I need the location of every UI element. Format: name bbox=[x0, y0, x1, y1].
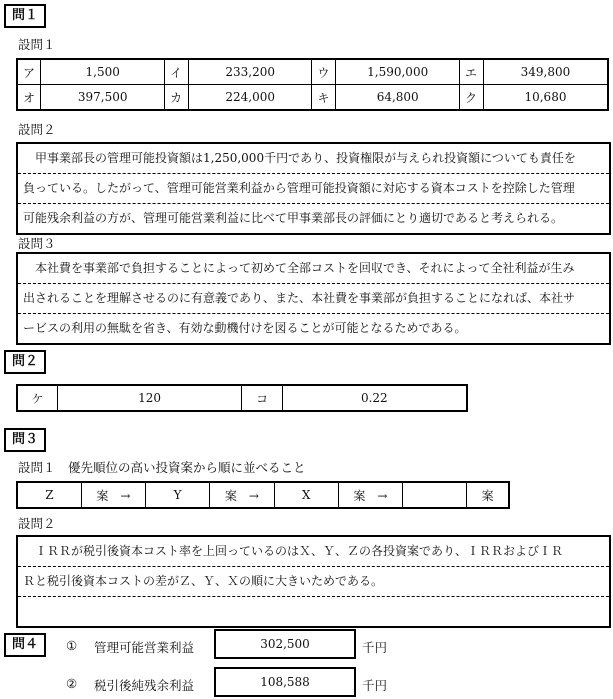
q3-ranking-grid bbox=[16, 481, 510, 509]
q1-sub1-label: 設問１ bbox=[18, 37, 56, 52]
q2-answer-grid bbox=[16, 384, 468, 412]
blank-key: ア bbox=[17, 59, 41, 85]
rank-1-plan: Z bbox=[17, 482, 81, 508]
blank-key: ケ bbox=[17, 385, 57, 411]
answer-line: ＩＲＲが税引後資本コスト率を上回っているのはＸ、Ｙ、Ｚの各投資案であり、ＩＲＲおよびＩＲ bbox=[18, 537, 609, 567]
blank-value: 233,200 bbox=[188, 59, 312, 85]
question-1-title: 問１ bbox=[4, 4, 46, 28]
q1-sub2-answer-box bbox=[16, 142, 611, 235]
q1-answer-grid bbox=[16, 58, 609, 111]
blank-value: 349,800 bbox=[483, 59, 608, 85]
blank-value: 224,000 bbox=[188, 85, 312, 111]
grid-row bbox=[17, 385, 467, 411]
q3-sub1-label: 設問１ 優先順位の高い投資案から順に並べること bbox=[18, 460, 306, 475]
blank-value: 1,590,000 bbox=[336, 59, 460, 85]
q3-sub2-label: 設問２ bbox=[18, 516, 56, 531]
answer-line: 甲事業部長の管理可能投資額は1,250,000千円であり、投資権限が与えられ投資額についても責任を bbox=[18, 144, 609, 174]
answer-line: 出されることを理解させるのに有意義であり、また、本社費を事業部が負担することになれば、本社サ bbox=[18, 284, 609, 314]
plan-arrow: 案 → bbox=[210, 482, 274, 508]
blank-value: 64,800 bbox=[336, 85, 460, 111]
rank-2-plan: Y bbox=[146, 482, 210, 508]
question-3-title: 問３ bbox=[4, 428, 46, 452]
answer-line bbox=[18, 597, 609, 626]
q4-item-2-label: 税引後純残余利益 bbox=[94, 678, 195, 693]
q4-item-1-unit: 千円 bbox=[362, 640, 388, 655]
blank-key: ウ bbox=[312, 59, 336, 85]
q4-item-2-number: ② bbox=[66, 676, 78, 691]
answer-line: 可能残余利益の方が、管理可能営業利益に比べて甲事業部長の評価にとり適切であると考えられる。 bbox=[23, 211, 564, 225]
plan-arrow: 案 → bbox=[338, 482, 402, 508]
answer-line: Ｒと税引後資本コストの差がＺ、Ｙ、Ｘの順に大きいためである。 bbox=[18, 567, 609, 597]
blank-value: 10,680 bbox=[483, 85, 608, 111]
question-2-title: 問２ bbox=[4, 350, 46, 374]
blank-key: キ bbox=[312, 85, 336, 111]
grid-row bbox=[17, 85, 608, 111]
q4-item-2-unit: 千円 bbox=[362, 678, 388, 693]
blank-key: イ bbox=[164, 59, 188, 85]
q3-sub2-answer-box bbox=[16, 535, 611, 628]
grid-row bbox=[17, 482, 509, 508]
rank-3-plan: X bbox=[274, 482, 338, 508]
blank-key: ク bbox=[459, 85, 483, 111]
answer-line: ービスの利用の無駄を省き、有効な動機付けを図ることが可能となるためである。 bbox=[23, 321, 467, 335]
rank-4-plan bbox=[403, 482, 467, 508]
q4-item-1-value: 302,500 bbox=[214, 629, 356, 659]
blank-value: 120 bbox=[57, 385, 242, 411]
q4-item-2-value: 108,588 bbox=[214, 667, 356, 697]
answer-line: 本社費を事業部で負担することによって初めて全部コストを回収でき、それによって全社利益が生み bbox=[18, 254, 609, 284]
grid-row bbox=[17, 59, 608, 85]
blank-value: 397,500 bbox=[41, 85, 165, 111]
q1-sub3-answer-box bbox=[16, 252, 611, 345]
plan-suffix: 案 bbox=[467, 482, 509, 508]
answer-line: 負っている。したがって、管理可能営業利益から管理可能投資額に対応する資本コストを控除した管理 bbox=[18, 174, 609, 204]
blank-value: 0.22 bbox=[282, 385, 467, 411]
q4-item-1-number: ① bbox=[66, 638, 78, 653]
plan-arrow: 案 → bbox=[81, 482, 145, 508]
blank-value: 1,500 bbox=[41, 59, 165, 85]
q1-sub2-label: 設問２ bbox=[18, 122, 56, 137]
blank-key: オ bbox=[17, 85, 41, 111]
blank-key: カ bbox=[164, 85, 188, 111]
q4-item-1-label: 管理可能営業利益 bbox=[94, 640, 195, 655]
blank-key: エ bbox=[459, 59, 483, 85]
q1-sub3-label: 設問３ bbox=[18, 236, 56, 251]
blank-key: コ bbox=[242, 385, 282, 411]
question-4-title: 問４ bbox=[4, 633, 46, 657]
